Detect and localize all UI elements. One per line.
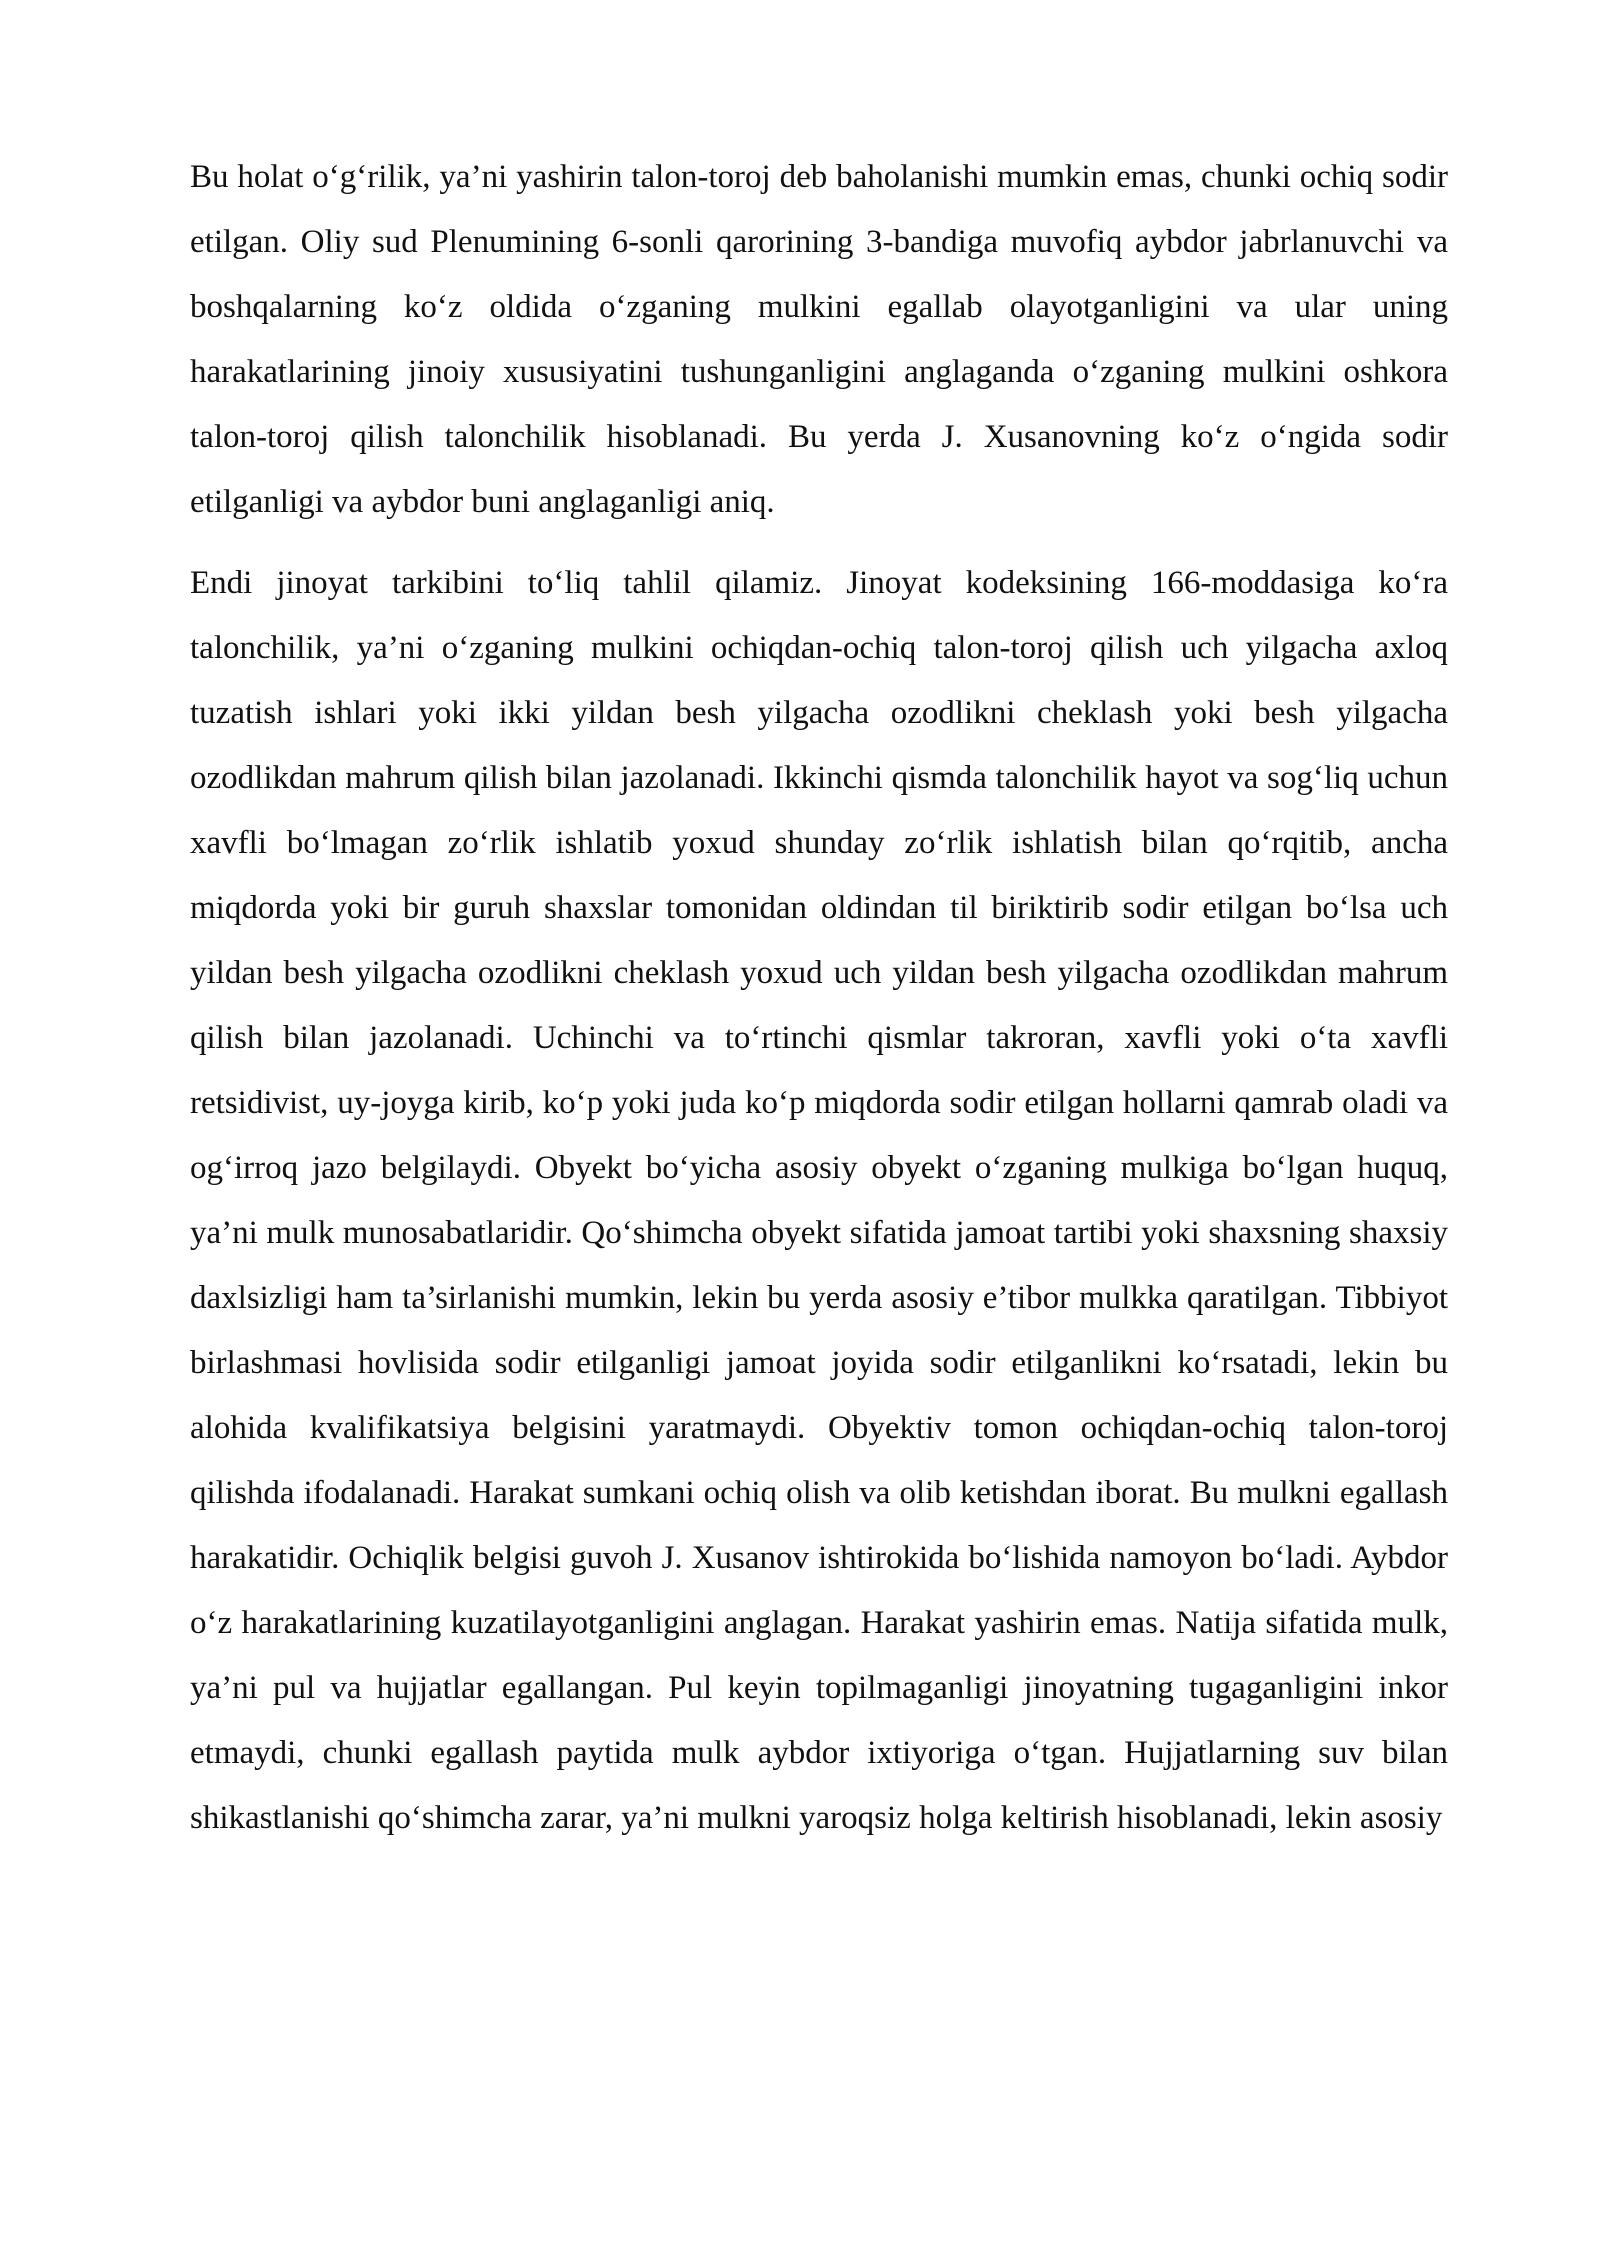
document-page xyxy=(190,145,1448,1851)
paragraph-robbery-qualification: Bu holat o‘g‘rilik, ya’ni yashirin talon-toroj deb baholanishi mumkin emas, chunki ochiq sodir etilgan. Oliy sud Plenumining 6-sonli qarorining 3-bandiga muvofiq aybdor jabrlanuvchi va boshqalarning ko‘z oldida o‘zganing mulkini egallab olayotganligini va ular uning harakatlarining jinoiy xususiyatini tushunganligini anglaganda o‘zganing mulkini oshkora talon-toroj qilish talonchilik hisoblanadi. Bu yerda J. Xusanovning ko‘z o‘ngida sodir etilganligi va aybdor buni anglaganligi aniq. xyxy=(190,159,1448,520)
paragraph-crime-composition-analysis: Endi jinoyat tarkibini to‘liq tahlil qilamiz. Jinoyat kodeksining 166-moddasiga ko‘ra talonchilik, ya’ni o‘zganing mulkini ochiqdan-ochiq talon-toroj qilish uch yilgacha axloq tuzatish ishlari yoki ikki yildan besh yilgacha ozodlikni cheklash yoki besh yilgacha ozodlikdan mahrum qilish bilan jazolanadi. Ikkinchi qismda talonchilik hayot va sog‘liq uchun xavfli bo‘lmagan zo‘rlik ishlatib yoxud shunday zo‘rlik ishlatish bilan qo‘rqitib, ancha miqdorda yoki bir guruh shaxslar tomonidan oldindan til biriktirib sodir etilgan bo‘lsa uch yildan besh yilgacha ozodlikni cheklash yoxud uch yildan besh yilgacha ozodlikdan mahrum qilish bilan jazolanadi. Uchinchi va to‘rtinchi qismlar takroran, xavfli yoki o‘ta xavfli retsidivist, uy-joyga kirib, ko‘p yoki juda ko‘p miqdorda sodir etilgan hollarni qamrab oladi va og‘irroq jazo belgilaydi. Obyekt bo‘yicha asosiy obyekt o‘zganing mulkiga bo‘lgan huquq, ya’ni mulk munosabatlaridir. Qo‘shimcha obyekt sifatida jamoat tartibi yoki shaxsning shaxsiy daxlsizligi ham ta’sirlanishi mumkin, lekin bu yerda asosiy e’tibor mulkka qaratilgan. Tibbiyot birlashmasi hovlisida sodir etilganligi jamoat joyida sodir etilganlikni ko‘rsatadi, lekin bu alohida kvalifikatsiya belgisini yaratmaydi. Obyektiv tomon ochiqdan-ochiq talon-toroj qilishda ifodalanadi. Harakat sumkani ochiq olish va olib ketishdan iborat. Bu mulkni egallash harakatidir. Ochiqlik belgisi guvoh J. Xusanov ishtirokida bo‘lishida namoyon bo‘ladi. Aybdor o‘z harakatlarining kuzatilayotganligini anglagan. Harakat yashirin emas. Natija sifatida mulk, ya’ni pul va hujjatlar egallangan. Pul keyin topilmaganligi jinoyatning tugaganligini inkor etmaydi, chunki egallash paytida mulk aybdor ixtiyoriga o‘tgan. Hujjatlarning suv bilan shikastlanishi qo‘shimcha zarar, ya’ni mulkni yaroqsiz holga keltirish hisoblanadi, lekin asosiy xyxy=(190,565,1448,1836)
